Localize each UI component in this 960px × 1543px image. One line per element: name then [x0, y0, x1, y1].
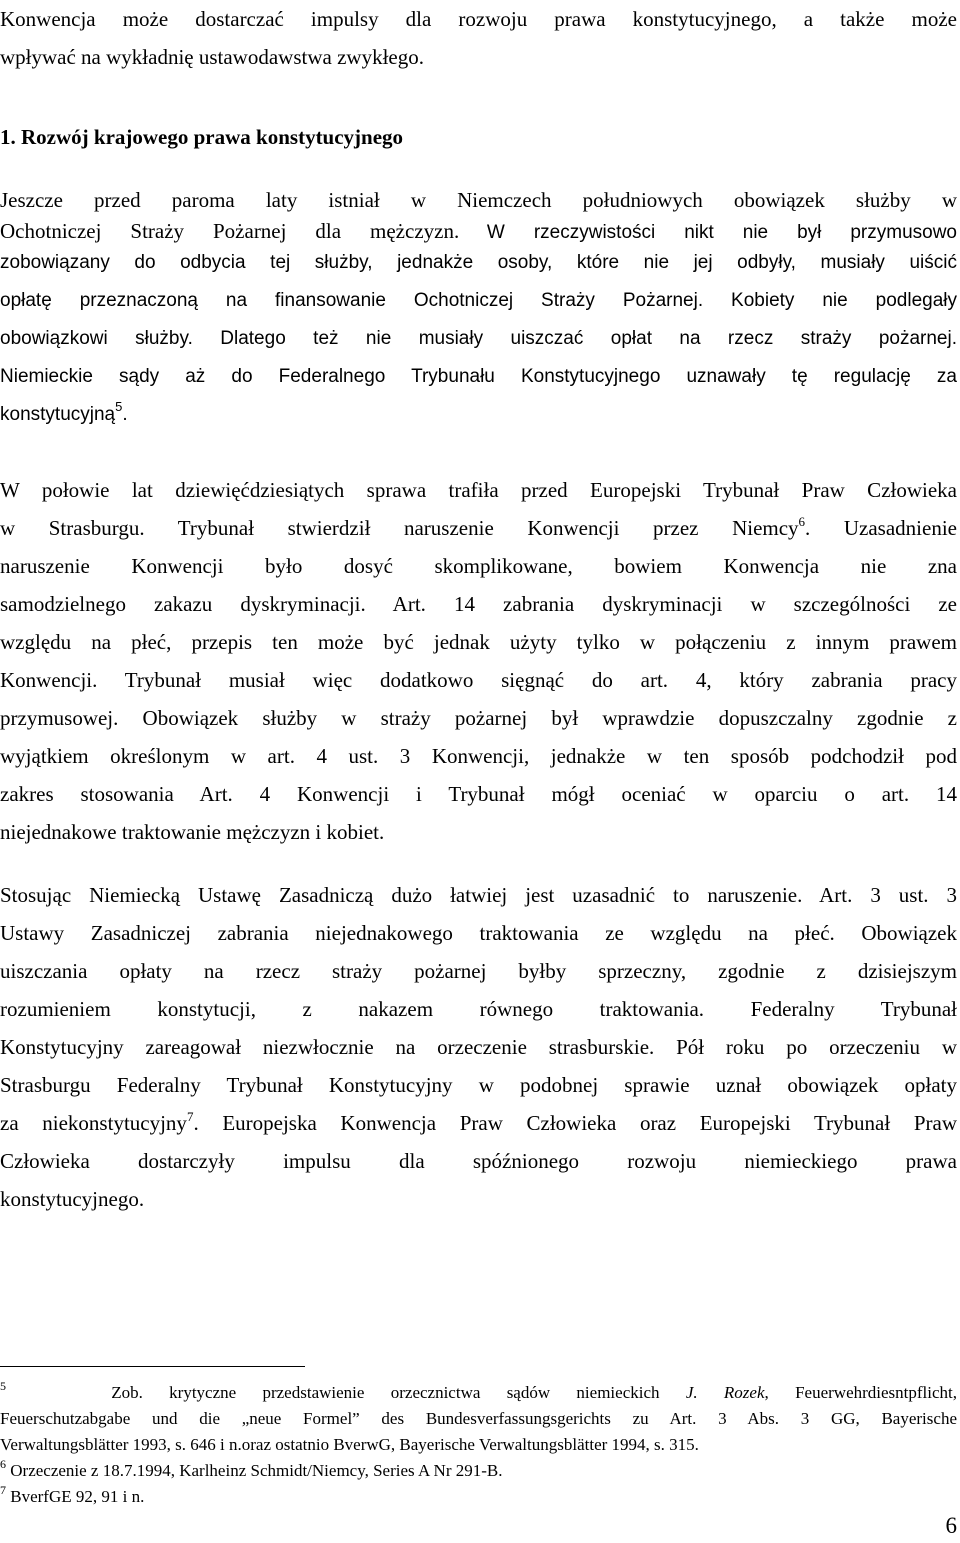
- footnote-separator: [0, 1366, 305, 1367]
- paragraph-line: niejednakowe traktowanie mężczyzn i kobiet.: [0, 820, 385, 844]
- paragraph-line: Niemieckie sądy aż do Federalnego Trybunału Konstytucyjnego uznawały tę regulację za: [0, 366, 957, 387]
- paragraph-line: względu na płeć, przepis ten może być jednak użyty tylko w połączeniu z innym prawem: [0, 630, 957, 654]
- paragraph-line: naruszenie Konwencji było dosyć skomplikowane, bowiem Konwencja nie zna: [0, 554, 957, 578]
- footnote-reference[interactable]: 5: [115, 399, 123, 414]
- paragraph-segment: W rzeczywistości nikt nie był przymusowo: [486, 222, 957, 243]
- footnote-7: [0, 1484, 957, 1510]
- paragraph-line: Konwencji. Trybunał musiał więc dodatkowo sięgnąć do art. 4, który zabrania pracy: [0, 668, 957, 692]
- paragraph-line: obowiązkowi służby. Dlatego też nie musiały uiszczać opłat na rzecz straży pożarnej.: [0, 328, 957, 349]
- paragraph-line: Strasburgu Federalny Trybunał Konstytucyjny w podobnej sprawie uznał obowiązek opłaty: [0, 1073, 957, 1097]
- footnote-number: 6: [0, 1457, 6, 1471]
- paragraph-line: rozumieniem konstytucji, z nakazem równego traktowania. Federalny Trybunał: [0, 997, 957, 1021]
- intro-paragraph: [0, 0, 957, 76]
- paragraph-basic-law: [0, 876, 957, 1218]
- paragraph-compulsory-service: [0, 181, 957, 434]
- paragraph-line: konstytucyjnego.: [0, 1187, 145, 1211]
- footnote-number: 7: [0, 1483, 6, 1497]
- paragraph-line: Jeszcze przed paroma laty istniał w Niemczech południowych obowiązek służby w: [0, 188, 957, 212]
- paragraph-line: [0, 1104, 957, 1142]
- paragraph-line: W połowie lat dziewięćdziesiątych sprawa trafiła przed Europejski Trybunał Praw Człowieka: [0, 478, 957, 502]
- footnote-reference[interactable]: 6: [798, 514, 806, 529]
- paragraph-line: Stosując Niemiecką Ustawę Zasadniczą dużo łatwiej jest uzasadnić to naruszenie. Art. 3 ust. 3: [0, 883, 957, 907]
- section-heading: 1. Rozwój krajowego prawa konstytucyjnego: [0, 125, 404, 149]
- intro-line: wpływać na wykładnię ustawodawstwa zwykłego.: [0, 45, 424, 69]
- footnotes: [0, 1380, 957, 1510]
- paragraph-segment: . Uzasadnienie: [805, 516, 957, 540]
- paragraph-segment: .: [122, 404, 128, 425]
- paragraph-line: zobowiązany do odbycia tej służby, jednakże osoby, które nie jej odbyły, musiały uiścić: [0, 252, 957, 273]
- intro-line: Konwencja może dostarczać impulsy dla rozwoju prawa konstytucyjnego, a także może: [0, 7, 957, 31]
- paragraph-line: samodzielnego zakazu dyskryminacji. Art. 14 zabrania dyskryminacji w szczególności ze: [0, 592, 957, 616]
- footnote-text: Zob. krytyczne przedstawienie orzecznictwa sądów niemieckich: [111, 1383, 660, 1402]
- footnote-text: Orzeczenie z 18.7.1994, Karlheinz Schmidt/Niemcy, Series A Nr 291-B.: [10, 1461, 503, 1480]
- paragraph-line: opłatę przeznaczoną na finansowanie Ochotniczej Straży Pożarnej. Kobiety nie podlegały: [0, 290, 957, 311]
- footnote-number: 5: [0, 1379, 6, 1393]
- paragraph-line: uiszczania opłaty na rzecz straży pożarnej byłby sprzeczny, zgodnie z dzisiejszym: [0, 959, 957, 983]
- paragraph-line: zakres stosowania Art. 4 Konwencji i Trybunał mógł oceniać w oparciu o art. 14: [0, 782, 957, 806]
- page-number: 6: [945, 1513, 957, 1538]
- footnote-reference[interactable]: 7: [186, 1109, 194, 1124]
- paragraph-strasbourg: [0, 471, 957, 851]
- paragraph-segment: . Europejska Konwencja Praw Człowieka oraz Europejski Trybunał Praw: [193, 1111, 957, 1135]
- paragraph-line: Człowieka dostarczyły impulsu dla spóźnionego rozwoju niemieckiego prawa: [0, 1149, 957, 1173]
- paragraph-line: wyjątkiem określonym w art. 4 ust. 3 Konwencji, jednakże w ten sposób podchodził pod: [0, 744, 957, 768]
- footnote-text-line: Verwaltungsblätter 1993, s. 646 i n.oraz ostatnio BverwG, Bayerische Verwaltungsblätter 1994, s. 315.: [0, 1435, 699, 1454]
- footnote-text-line: Feuerschutzabgabe und die „neue Formel” des Bundesverfassungsgerichts zu Art. 3 Abs. 3 GG, Bayerische: [0, 1409, 957, 1428]
- paragraph-line: [0, 396, 957, 434]
- footnote-6: [0, 1458, 957, 1484]
- paragraph-segment: w Strasburgu. Trybunał stwierdził naruszenie Konwencji przez Niemcy: [0, 516, 799, 540]
- paragraph-segment: Ochotniczej Straży Pożarnej dla mężczyzn.: [0, 219, 460, 243]
- paragraph-segment: za niekonstytucyjny: [0, 1111, 187, 1135]
- paragraph-line: Ustawy Zasadniczej zabrania niejednakowego traktowania ze względu na płeć. Obowiązek: [0, 921, 957, 945]
- paragraph-line: przymusowej. Obowiązek służby w straży pożarnej był wprawdzie dopuszczalny zgodnie z: [0, 706, 957, 730]
- footnote-text: BverfGE 92, 91 i n.: [10, 1487, 145, 1506]
- paragraph-segment: konstytucyjną: [0, 404, 116, 425]
- footnote-author: J. Rozek: [685, 1383, 765, 1402]
- paragraph-line-mixed: [0, 219, 957, 244]
- paragraph-line: Konstytucyjny zareagował niezwłocznie na orzeczenie strasburskie. Pół roku po orzeczeniu w: [0, 1035, 957, 1059]
- footnote-text: , Feuerwehrdiesntpflicht,: [764, 1383, 958, 1402]
- paragraph-line: [0, 509, 957, 547]
- footnote-5: [0, 1380, 957, 1406]
